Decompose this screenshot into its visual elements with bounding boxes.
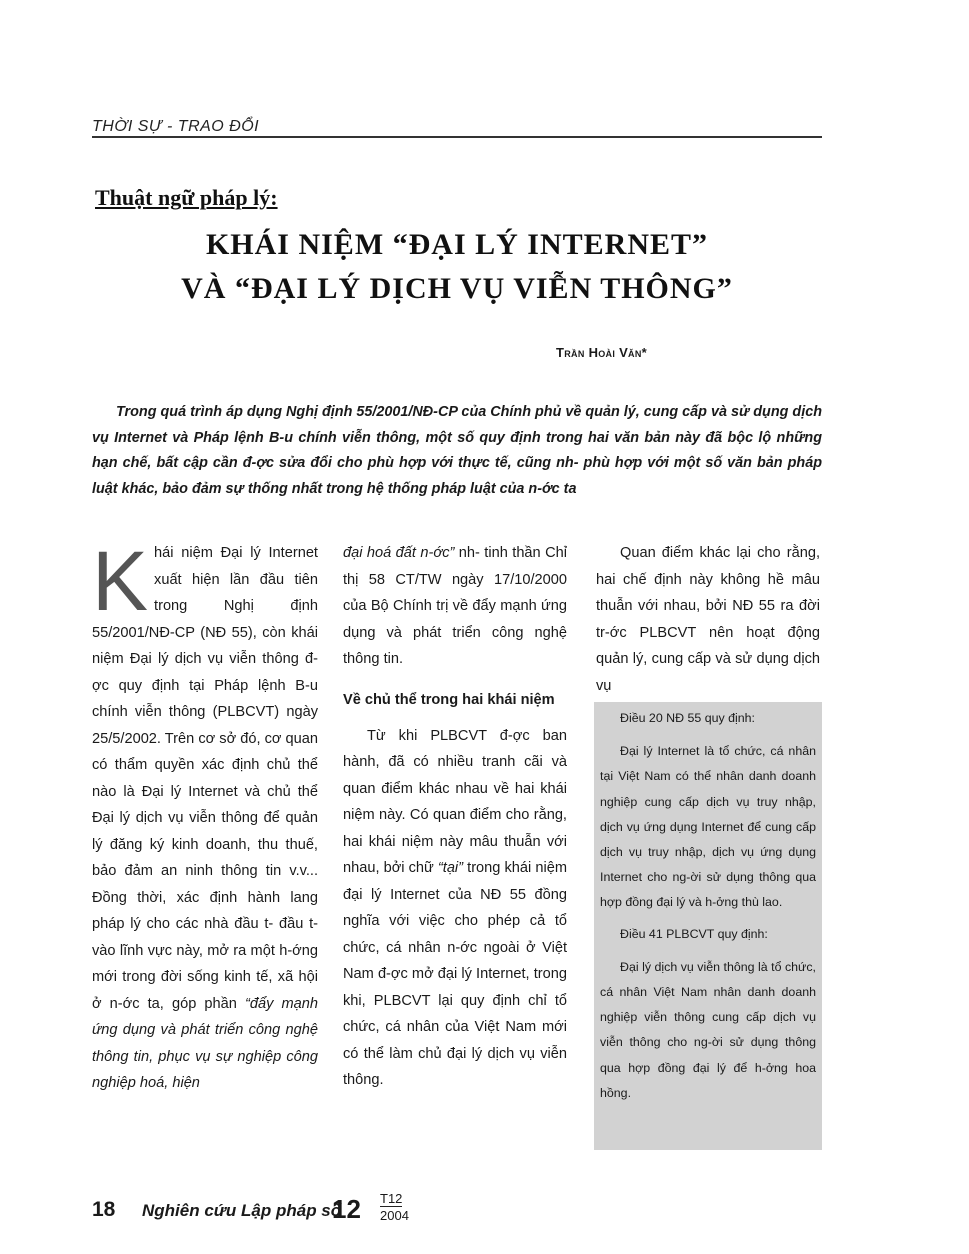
column-2-paragraph-2 (343, 723, 567, 1094)
column-2-paragraph-1 (343, 540, 567, 673)
legal-quote-box (594, 702, 822, 1150)
section-label: THỜI SỰ - TRAO ĐỔI (92, 118, 260, 135)
column-3 (596, 540, 820, 699)
box-body-2: Đại lý dịch vụ viễn thông là tổ chức, cá nhân Việt Nam nhân danh doanh nghiệp viễn thông cung cấp dịch vụ viễn thông cho ng-ời sử dụng thông qua hợp đồng đại lý để h-ởng hoa hồng. (600, 959, 816, 1100)
column-3-paragraph: Quan điểm khác lại cho rằng, hai chế định này không hề mâu thuẫn với nhau, bởi NĐ 55 ra đời tr-ớc PLBCVT nên hoạt động quản lý, cung cấp và sử dụng dịch vụ (596, 545, 820, 694)
column-2-text-1: nh- tinh thần Chỉ thị 58 CT/TW ngày 17/10/2000 của Bộ Chính trị về đẩy mạnh ứng dụng và phát triển công nghệ thông tin. (343, 545, 567, 667)
section-rule (92, 136, 822, 138)
article-kicker: Thuật ngữ pháp lý: (95, 185, 278, 210)
column-1-quote: “đẩy mạnh ứng dụng và phát triển công nghệ thông tin, phục vụ sự nghiệp công nghiệp hoá, hiện (92, 995, 319, 1091)
subheading: Về chủ thể trong hai khái niệm (343, 691, 555, 708)
article-title-line-1: KHÁI NIỆM “ĐẠI LÝ INTERNET” (205, 228, 709, 261)
column-1-paragraph (92, 534, 319, 1097)
issue-year: 2004 (380, 1208, 409, 1223)
journal-name: Nghiên cứu Lập pháp số (142, 1201, 342, 1220)
page-number: 18 (92, 1198, 116, 1221)
issue-month: T12 (380, 1191, 403, 1206)
column-1-text: hái niệm Đại lý Internet xuất hiện lần đầu tiên trong Nghị định 55/2001/NĐ-CP (NĐ 55), còn khái niệm Đại lý dịch vụ viễn thông đ-ợc quy định tại Pháp lệnh B-u chính viễn thông (PLBCVT) ngày 25/5/2002. Trên cơ sở đó, cơ quan có thẩm quyền xác định chủ thể nào là Đại lý Internet và chủ thể Đại lý dịch vụ viễn thông để quản lý đăng ký kinh doanh, thu thuế, bảo đảm an ninh thông tin v.v... Đồng thời, xác định hành lang pháp lý cho các nhà đầu t- đầu t- vào lĩnh vực này, mở ra một h-ớng mới trong đời sống kinh tế, xã hội ở n-ớc ta, góp phần (92, 545, 318, 1012)
column-2-text-2b: trong khái niệm đại lý Internet của NĐ 55 đồng nghĩa với việc cho phép cả tổ chức, cá nhân n-ớc ngoài ở Việt Nam đ-ợc mở đại lý Internet, trong khi, PLBCVT lại quy định chỉ tổ chức, cá nhân của Việt Nam mới có thể làm chủ đại lý dịch vụ viễn thông. (343, 860, 567, 1088)
dropcap: K (92, 534, 149, 628)
issue-number: 12 (332, 1194, 361, 1224)
column-1 (92, 534, 319, 1097)
footer (92, 1191, 492, 1234)
box-heading-2: Điều 41 PLBCVT quy định: (620, 926, 768, 941)
article-title-line-2: VÀ “ĐẠI LÝ DỊCH VỤ VIỄN THÔNG” (181, 272, 733, 305)
box-body-1: Đại lý Internet là tổ chức, cá nhân tại Việt Nam có thể nhân danh doanh nghiệp cung cấp dịch vụ truy nhập, dịch vụ ứng dụng Internet để cung cấp dịch vụ truy nhập, dịch vụ ứng dụng Internet cho ng-ời sử dụng thông qua hợp đồng đại lý và h-ởng thù lao. (600, 744, 816, 910)
column-2-tai: “tại” (437, 860, 464, 876)
column-2-text-2a: Từ khi PLBCVT đ-ợc ban hành, đã có nhiều tranh cãi và quan điểm khác nhau về hai khái niệm này. Có quan điểm cho rằng, hai khái niệm này mâu thuẫn với nhau, bởi chữ (343, 727, 567, 876)
box-heading-1: Điều 20 NĐ 55 quy định: (620, 711, 756, 725)
column-2 (343, 540, 567, 1094)
column-2-quote-end: đại hoá đất n-ớc” (343, 545, 455, 561)
author-byline: Trần Hoài Văn* (556, 345, 647, 360)
abstract: Trong quá trình áp dụng Nghị định 55/2001/NĐ-CP của Chính phủ về quản lý, cung cấp và sử dụng dịch vụ Internet và Pháp lệnh B-u chính viễn thông, một số quy định trong hai văn bản này đã bộc lộ những hạn chế, bất cập cần đ-ợc sửa đổi cho phù hợp với thực tế, cũng nh- phù hợp với một số văn bản pháp luật khác, bảo đảm sự thống nhất trong hệ thống pháp luật của n-ớc ta (92, 404, 822, 497)
